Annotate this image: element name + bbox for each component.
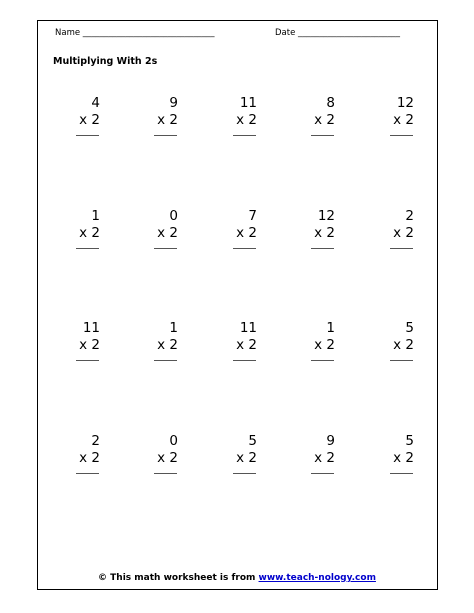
problem-multiplier: x 2 xyxy=(314,225,335,241)
problem-item xyxy=(213,208,257,249)
problem-top-number: 1 xyxy=(91,208,100,224)
problem-item xyxy=(370,433,414,474)
date-field-label: Date ________________________ xyxy=(275,28,401,38)
answer-line xyxy=(311,248,334,249)
problem-multiplier: x 2 xyxy=(79,225,100,241)
problem-top-number: 8 xyxy=(326,95,335,111)
answer-line xyxy=(76,360,99,361)
answer-line xyxy=(311,360,334,361)
problem-item xyxy=(370,95,414,136)
problem-top-number: 5 xyxy=(405,320,414,336)
problem-item xyxy=(56,320,100,361)
worksheet-title: Multiplying With 2s xyxy=(53,56,158,67)
problem-item xyxy=(134,95,178,136)
answer-line xyxy=(233,135,256,136)
problem-top-number: 11 xyxy=(239,95,257,111)
footer-link[interactable]: www.teach-nology.com xyxy=(258,573,376,583)
problem-item xyxy=(370,320,414,361)
answer-line xyxy=(233,473,256,474)
problem-top-number: 5 xyxy=(248,433,257,449)
problem-multiplier: x 2 xyxy=(79,450,100,466)
problem-top-number: 5 xyxy=(405,433,414,449)
problem-item xyxy=(134,433,178,474)
problem-item xyxy=(56,95,100,136)
problem-item xyxy=(291,208,335,249)
problem-multiplier: x 2 xyxy=(314,337,335,353)
answer-line xyxy=(76,135,99,136)
footer-credit xyxy=(0,573,474,583)
problem-item xyxy=(291,320,335,361)
problem-multiplier: x 2 xyxy=(314,450,335,466)
problem-multiplier: x 2 xyxy=(393,450,414,466)
answer-line xyxy=(76,248,99,249)
answer-line xyxy=(311,473,334,474)
problem-multiplier: x 2 xyxy=(393,112,414,128)
footer-text: © This math worksheet is from xyxy=(98,573,259,583)
problem-item xyxy=(134,208,178,249)
problem-top-number: 11 xyxy=(239,320,257,336)
problem-top-number: 1 xyxy=(326,320,335,336)
problem-multiplier: x 2 xyxy=(157,225,178,241)
name-field-label: Name _______________________________ xyxy=(55,28,215,38)
problem-top-number: 7 xyxy=(248,208,257,224)
problem-top-number: 0 xyxy=(169,208,178,224)
answer-line xyxy=(390,248,413,249)
answer-line xyxy=(233,360,256,361)
answer-line xyxy=(154,135,177,136)
problem-top-number: 0 xyxy=(169,433,178,449)
answer-line xyxy=(311,135,334,136)
problem-item xyxy=(213,320,257,361)
problem-top-number: 12 xyxy=(396,95,414,111)
problem-item xyxy=(56,433,100,474)
answer-line xyxy=(390,135,413,136)
problem-multiplier: x 2 xyxy=(236,225,257,241)
problem-top-number: 9 xyxy=(326,433,335,449)
problem-multiplier: x 2 xyxy=(393,337,414,353)
answer-line xyxy=(154,248,177,249)
answer-line xyxy=(76,473,99,474)
problem-top-number: 4 xyxy=(91,95,100,111)
answer-line xyxy=(154,360,177,361)
problem-multiplier: x 2 xyxy=(314,112,335,128)
problem-multiplier: x 2 xyxy=(79,337,100,353)
problem-top-number: 1 xyxy=(169,320,178,336)
problem-top-number: 11 xyxy=(82,320,100,336)
problem-multiplier: x 2 xyxy=(157,450,178,466)
problem-multiplier: x 2 xyxy=(236,112,257,128)
problem-top-number: 2 xyxy=(91,433,100,449)
problem-item xyxy=(213,95,257,136)
problem-item xyxy=(134,320,178,361)
answer-line xyxy=(154,473,177,474)
problem-multiplier: x 2 xyxy=(79,112,100,128)
problem-item xyxy=(56,208,100,249)
problem-item xyxy=(213,433,257,474)
problem-item xyxy=(370,208,414,249)
problem-item xyxy=(291,95,335,136)
problem-multiplier: x 2 xyxy=(236,450,257,466)
problem-top-number: 12 xyxy=(317,208,335,224)
problem-multiplier: x 2 xyxy=(157,112,178,128)
problem-top-number: 9 xyxy=(169,95,178,111)
answer-line xyxy=(390,360,413,361)
problem-multiplier: x 2 xyxy=(393,225,414,241)
answer-line xyxy=(233,248,256,249)
problem-multiplier: x 2 xyxy=(236,337,257,353)
problem-multiplier: x 2 xyxy=(157,337,178,353)
problem-item xyxy=(291,433,335,474)
problem-top-number: 2 xyxy=(405,208,414,224)
answer-line xyxy=(390,473,413,474)
